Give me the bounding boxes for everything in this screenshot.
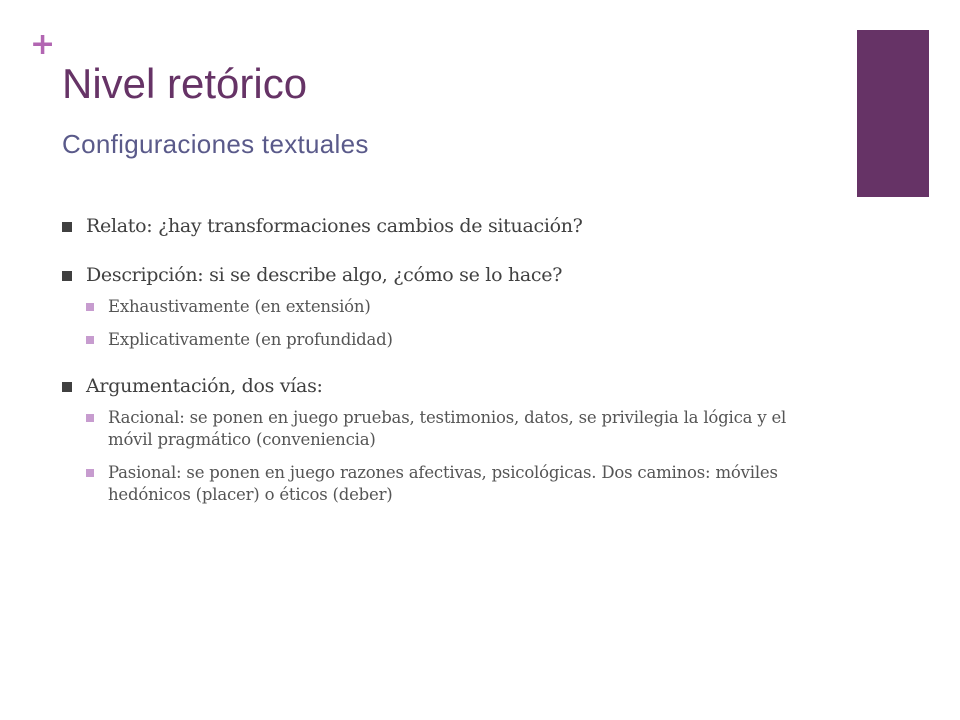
- sub-bullet-item: [86, 296, 822, 318]
- square-bullet-icon: [86, 336, 94, 344]
- bullet-item-descripcion: [62, 261, 822, 351]
- square-bullet-icon: [62, 222, 72, 232]
- sub-bullet-text: Exhaustivamente (en extensión): [108, 297, 371, 316]
- sub-bullet-item: [86, 407, 822, 451]
- slide-subtitle: Configuraciones textuales: [62, 129, 369, 159]
- sub-bullet-item: [86, 462, 822, 506]
- sub-bullet-text: Racional: se ponen en juego pruebas, testimonios, datos, se privilegia la lógica y el móvil pragmático (conveniencia): [108, 408, 787, 449]
- square-bullet-icon: [62, 382, 72, 392]
- bullet-text: Argumentación, dos vías:: [86, 375, 323, 397]
- square-bullet-icon: [86, 469, 94, 477]
- bullet-item-relato: [62, 212, 822, 240]
- plus-icon: +: [30, 27, 56, 62]
- sub-bullet-list: [86, 407, 822, 506]
- square-bullet-icon: [62, 271, 72, 281]
- bullet-item-argumentacion: [62, 372, 822, 506]
- bullet-text: Relato: ¿hay transformaciones cambios de situación?: [86, 215, 583, 237]
- accent-bar: [857, 30, 929, 197]
- content-area: [62, 212, 822, 527]
- sub-bullet-list: [86, 296, 822, 351]
- bullet-list: [62, 212, 822, 506]
- sub-bullet-item: [86, 329, 822, 351]
- square-bullet-icon: [86, 303, 94, 311]
- square-bullet-icon: [86, 414, 94, 422]
- sub-bullet-text: Pasional: se ponen en juego razones afectivas, psicológicas. Dos caminos: móviles hedónicos (placer) o éticos (deber): [108, 463, 778, 504]
- slide-title: Nivel retórico: [62, 60, 308, 107]
- bullet-text: Descripción: si se describe algo, ¿cómo se lo hace?: [86, 264, 563, 286]
- sub-bullet-text: Explicativamente (en profundidad): [108, 330, 393, 349]
